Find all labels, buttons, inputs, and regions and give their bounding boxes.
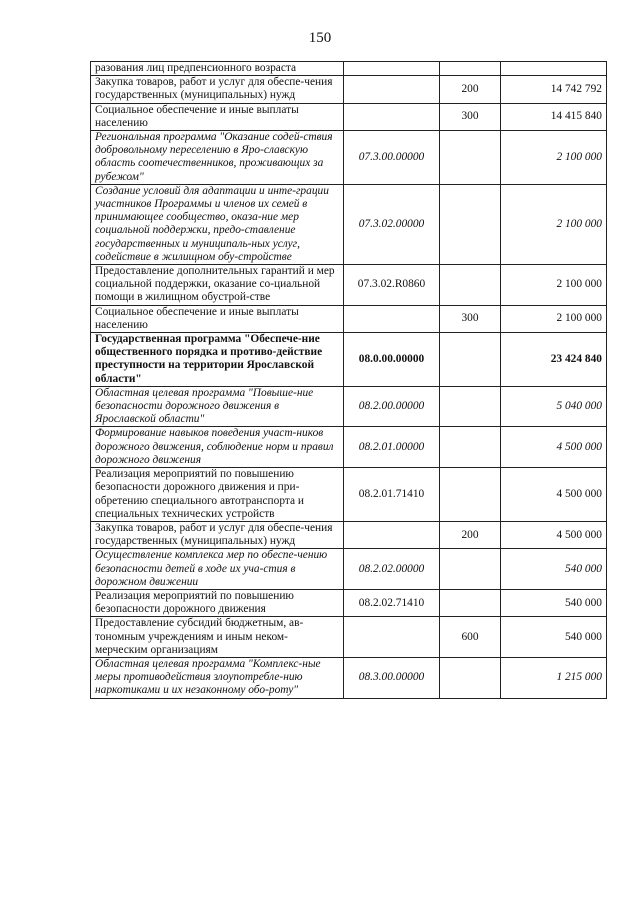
row-type: 200 — [440, 521, 501, 548]
table-row — [91, 617, 607, 658]
row-type — [440, 265, 501, 306]
row-code — [344, 305, 440, 332]
row-amount: 2 100 000 — [501, 131, 607, 185]
table-row — [91, 305, 607, 332]
row-code: 08.2.02.00000 — [344, 549, 440, 590]
table-row — [91, 333, 607, 387]
row-name: Закупка товаров, работ и услуг для обеспе-чения государственных (муниципальных) нужд — [91, 521, 344, 548]
row-amount: 1 215 000 — [501, 657, 607, 698]
row-code: 08.3.00.00000 — [344, 657, 440, 698]
row-amount: 14 742 792 — [501, 76, 607, 103]
table-row — [91, 103, 607, 130]
page-number: 150 — [308, 30, 332, 46]
row-amount: 2 100 000 — [501, 265, 607, 306]
row-code: 07.3.00.00000 — [344, 131, 440, 185]
table-row — [91, 657, 607, 698]
row-name: Реализация мероприятий по повышению безопасности дорожного движения и при-обретению специального автотранспорта и специальных технических устройств — [91, 468, 344, 522]
table-row — [91, 386, 607, 427]
row-code — [344, 521, 440, 548]
row-name: Областная целевая программа "Повыше-ние безопасности дорожного движения в Ярославской области" — [91, 386, 344, 427]
row-code — [344, 103, 440, 130]
row-amount: 5 040 000 — [501, 386, 607, 427]
row-type — [440, 468, 501, 522]
table-row — [91, 521, 607, 548]
table-row — [91, 589, 607, 616]
row-code: 08.2.02.71410 — [344, 589, 440, 616]
row-amount: 4 500 000 — [501, 468, 607, 522]
row-name: Предоставление дополнительных гарантий и мер социальной поддержки, оказание со-циальной помощи в жилищном обустрой-стве — [91, 265, 344, 306]
row-amount: 14 415 840 — [501, 103, 607, 130]
row-type: 300 — [440, 103, 501, 130]
row-type — [440, 184, 501, 264]
row-name: Социальное обеспечение и иные выплаты населению — [91, 103, 344, 130]
row-type — [440, 62, 501, 76]
row-amount: 540 000 — [501, 589, 607, 616]
row-name: Реализация мероприятий по повышению безопасности дорожного движения — [91, 589, 344, 616]
row-type: 600 — [440, 617, 501, 658]
row-type — [440, 333, 501, 387]
row-amount: 23 424 840 — [501, 333, 607, 387]
row-amount: 2 100 000 — [501, 305, 607, 332]
row-amount — [501, 62, 607, 76]
row-type — [440, 386, 501, 427]
table-row — [91, 427, 607, 468]
row-type — [440, 427, 501, 468]
row-code: 08.2.00.00000 — [344, 386, 440, 427]
row-code: 08.0.00.00000 — [344, 333, 440, 387]
table-row — [91, 549, 607, 590]
row-name: Формирование навыков поведения участ-ников дорожного движения, соблюдение норм и правил дорожного движения — [91, 427, 344, 468]
row-code: 08.2.01.71410 — [344, 468, 440, 522]
row-type: 200 — [440, 76, 501, 103]
row-amount: 4 500 000 — [501, 521, 607, 548]
row-name: Закупка товаров, работ и услуг для обеспе-чения государственных (муниципальных) нужд — [91, 76, 344, 103]
row-name: Региональная программа "Оказание содей-ствия добровольному переселению в Яро-славскую область соотечественников, проживающих за рубежом" — [91, 131, 344, 185]
budget-table — [90, 61, 607, 699]
row-type: 300 — [440, 305, 501, 332]
row-code: 08.2.01.00000 — [344, 427, 440, 468]
row-code — [344, 62, 440, 76]
table-row — [91, 76, 607, 103]
row-code — [344, 76, 440, 103]
table-row — [91, 62, 607, 76]
table-row — [91, 131, 607, 185]
row-name: Областная целевая программа "Комплекс-ные меры противодействия злоупотребле-нию наркотиками и их незаконному обо-роту" — [91, 657, 344, 698]
row-code — [344, 617, 440, 658]
row-amount: 540 000 — [501, 549, 607, 590]
row-amount: 2 100 000 — [501, 184, 607, 264]
row-amount: 540 000 — [501, 617, 607, 658]
row-name: Социальное обеспечение и иные выплаты населению — [91, 305, 344, 332]
row-code: 07.3.02.00000 — [344, 184, 440, 264]
row-type — [440, 131, 501, 185]
row-name: Создание условий для адаптации и инте-грации участников Программы и членов их семей в принимающее сообщество, оказа-ние мер социальной поддержки, предо-ставление государственных и муниципаль-ных услуг, содействие в жилищном обу-стройстве — [91, 184, 344, 264]
row-name: Предоставление субсидий бюджетным, ав-тономным учреждениям и иным неком-мерческим организациям — [91, 617, 344, 658]
table-row — [91, 184, 607, 264]
row-type — [440, 657, 501, 698]
row-code: 07.3.02.R0860 — [344, 265, 440, 306]
table-row — [91, 468, 607, 522]
row-type — [440, 589, 501, 616]
row-name: разования лиц предпенсионного возраста — [91, 62, 344, 76]
table-row — [91, 265, 607, 306]
row-name: Государственная программа "Обеспече-ние общественного порядка и противо-действие преступности на территории Ярославской области" — [91, 333, 344, 387]
row-type — [440, 549, 501, 590]
row-name: Осуществление комплекса мер по обеспе-чению безопасности детей в ходе их уча-стия в дорожном движении — [91, 549, 344, 590]
row-amount: 4 500 000 — [501, 427, 607, 468]
